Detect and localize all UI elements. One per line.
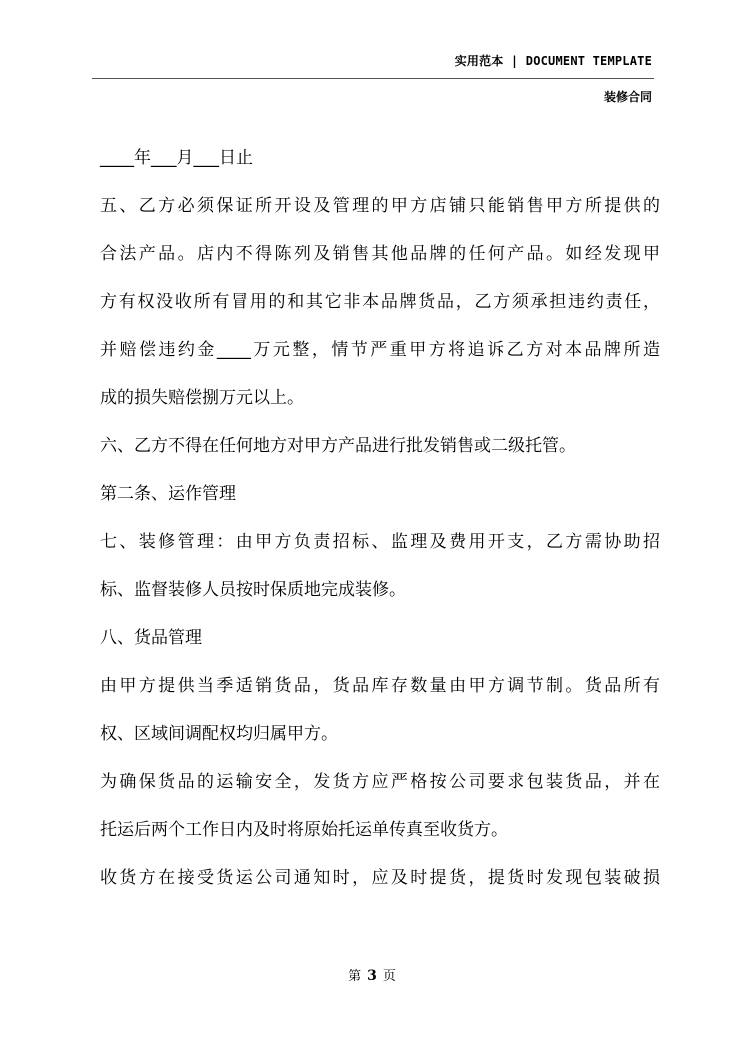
footer-suffix: 页	[382, 969, 396, 984]
text-line: 方有权没收所有冒用的和其它非本品牌货品，乙方须承担违约责任，	[100, 292, 660, 312]
text-line: 合法产品。店内不得陈列及销售其他品牌的任何产品。如经发现甲	[100, 244, 660, 264]
header-subtitle: 装修合同	[603, 90, 652, 104]
text-line: 托运后两个工作日内及时将原始托运单传真至收货方。	[100, 820, 508, 840]
text-line: 并赔偿违约金____万元整，情节严重甲方将追诉乙方对本品牌所造	[100, 340, 660, 360]
document-body	[100, 134, 660, 902]
page-footer	[0, 965, 744, 984]
text-line: ____年___月___日止	[100, 148, 253, 168]
section-heading: 第二条、运作管理	[100, 484, 236, 504]
text-line: 由甲方提供当季适销货品，货品库存数量由甲方调节制。货品所有	[100, 676, 660, 696]
text-line: 六、乙方不得在任何地方对甲方产品进行批发销售或二级托管。	[100, 436, 576, 456]
section-heading: 八、货品管理	[100, 628, 202, 648]
text-line: 收货方在接受货运公司通知时，应及时提货，提货时发现包装破损	[100, 868, 660, 888]
page-number: 3	[367, 968, 377, 984]
footer-prefix: 第	[348, 969, 362, 984]
text-line: 七、装修管理：由甲方负责招标、监理及费用开支，乙方需协助招	[100, 532, 660, 552]
text-line: 权、区域间调配权均归属甲方。	[100, 724, 338, 744]
text-line: 标、监督装修人员按时保质地完成装修。	[100, 580, 406, 600]
text-line: 为确保货品的运输安全，发货方应严格按公司要求包装货品，并在	[100, 772, 660, 792]
header-title: 实用范本 | DOCUMENT TEMPLATE	[454, 54, 652, 68]
header-divider	[92, 78, 654, 79]
text-line: 五、乙方必须保证所开设及管理的甲方店铺只能销售甲方所提供的	[100, 196, 660, 216]
text-line: 成的损失赔偿捌万元以上。	[100, 388, 304, 408]
